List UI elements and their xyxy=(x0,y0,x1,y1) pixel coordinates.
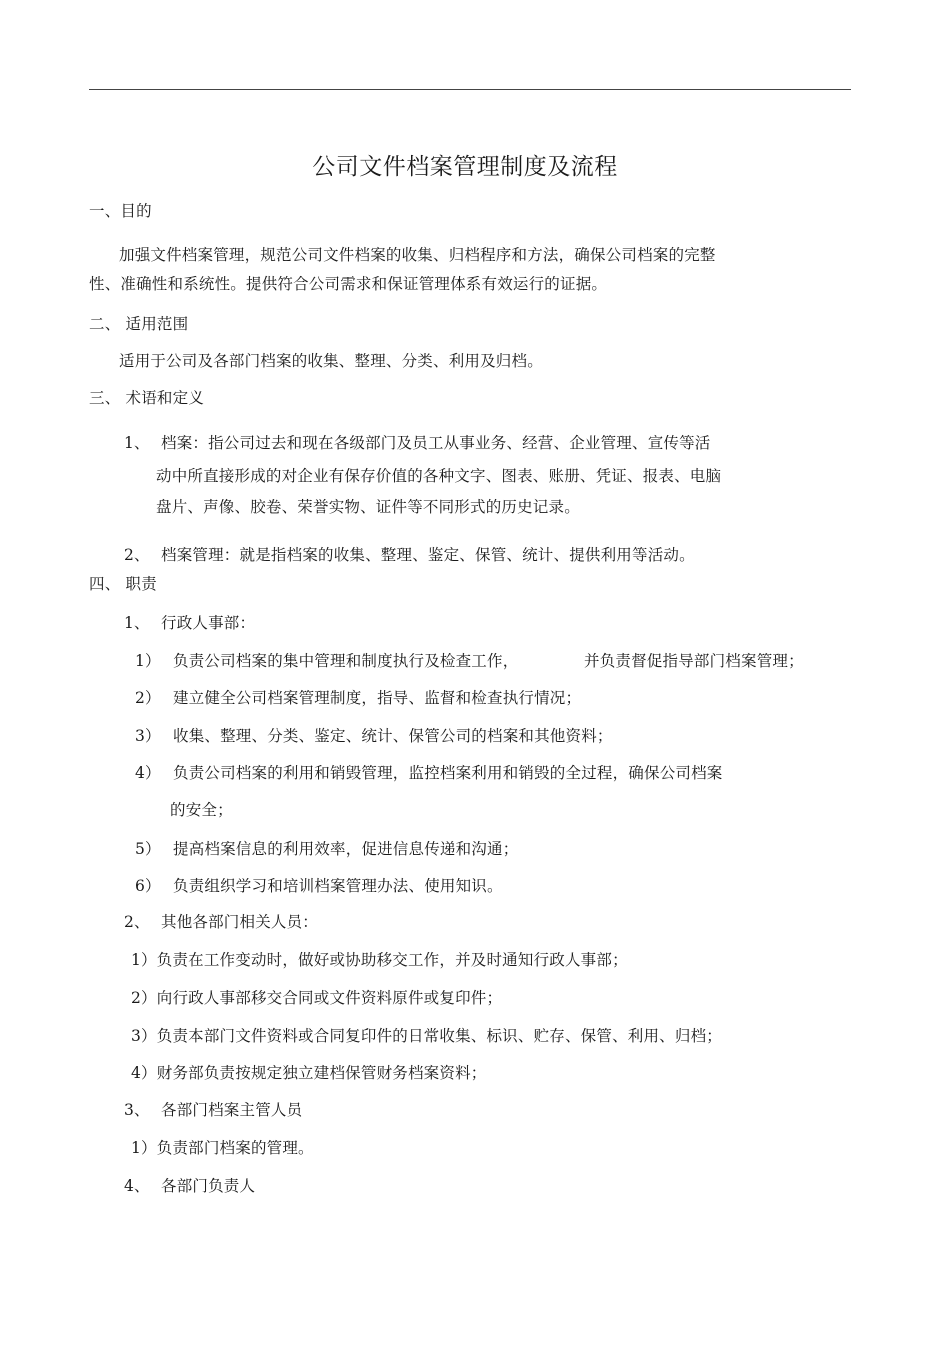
section-1-line-1: 加强文件档案管理，规范公司文件档案的收集、归档程序和方法，确保公司档案的完整 xyxy=(119,246,716,264)
section-4-heading: 四、 职责 xyxy=(89,575,157,593)
duty-1-item-4-text-cont: 的安全； xyxy=(170,801,233,819)
duty-2-item-3: 3）负责本部门文件资料或合同复印件的日常收集、标识、贮存、保管、利用、归档； xyxy=(131,1027,722,1045)
term-1-line-2: 动中所直接形成的对企业有保存价值的各种文字、图表、账册、凭证、报表、电脑 xyxy=(156,467,722,485)
section-2-heading: 二、 适用范围 xyxy=(89,315,189,333)
term-2-text: 档案管理：就是指档案的收集、整理、鉴定、保管、统计、提供利用等活动。 xyxy=(161,546,695,564)
duty-1-item-5-text: 提高档案信息的利用效率，促进信息传递和沟通； xyxy=(173,840,519,858)
duty-2-item-4: 4）财务部负责按规定独立建档保管财务档案资料； xyxy=(131,1064,487,1082)
duty-1-item-3-text: 收集、整理、分类、鉴定、统计、保管公司的档案和其他资料； xyxy=(173,727,613,745)
duty-3-title: 各部门档案主管人员 xyxy=(161,1101,303,1119)
duty-1-item-6-number: 6） xyxy=(135,877,161,895)
term-1-number: 1、 xyxy=(124,434,150,452)
document-title: 公司文件档案管理制度及流程 xyxy=(312,154,618,180)
duty-1-item-1-number: 1） xyxy=(135,652,161,670)
term-2-number: 2、 xyxy=(124,546,150,564)
duty-1-item-5-number: 5） xyxy=(135,840,161,858)
duty-1-item-4-number: 4） xyxy=(135,764,161,782)
duty-4-number: 4、 xyxy=(124,1177,150,1195)
duty-4-title: 各部门负责人 xyxy=(161,1177,256,1195)
duty-1-item-4-text: 负责公司档案的利用和销毁管理，监控档案利用和销毁的全过程，确保公司档案 xyxy=(173,764,723,782)
term-1-line-1: 档案：指公司过去和现在各级部门及员工从事业务、经营、企业管理、宣传等活 xyxy=(161,434,711,452)
section-1-heading: 一、目的 xyxy=(89,202,152,220)
duty-1-item-1-text-cont: 并负责督促指导部门档案管理； xyxy=(584,652,804,670)
duty-1-number: 1、 xyxy=(124,614,150,632)
section-3-heading: 三、 术语和定义 xyxy=(89,389,205,407)
duty-1-item-2-number: 2） xyxy=(135,689,161,707)
duty-3-item-1: 1）负责部门档案的管理。 xyxy=(131,1139,314,1157)
header-rule xyxy=(89,89,851,90)
term-1-line-3: 盘片、声像、胶卷、荣誉实物、证件等不同形式的历史记录。 xyxy=(156,498,580,516)
duty-1-title: 行政人事部： xyxy=(161,614,256,632)
duty-2-item-1: 1）负责在工作变动时，做好或协助移交工作，并及时通知行政人事部； xyxy=(131,951,628,969)
duty-1-item-3-number: 3） xyxy=(135,727,161,745)
duty-1-item-1-text: 负责公司档案的集中管理和制度执行及检查工作， xyxy=(173,652,519,670)
duty-2-title: 其他各部门相关人员： xyxy=(161,913,319,931)
duty-2-number: 2、 xyxy=(124,913,150,931)
duty-1-item-2-text: 建立健全公司档案管理制度，指导、监督和检查执行情况； xyxy=(173,689,582,707)
section-2-text: 适用于公司及各部门档案的收集、整理、分类、利用及归档。 xyxy=(119,352,543,370)
duty-2-item-2: 2）向行政人事部移交合同或文件资料原件或复印件； xyxy=(131,989,503,1007)
duty-3-number: 3、 xyxy=(124,1101,150,1119)
section-1-line-2: 性、准确性和系统性。提供符合公司需求和保证管理体系有效运行的证据。 xyxy=(89,275,608,293)
duty-1-item-6-text: 负责组织学习和培训档案管理办法、使用知识。 xyxy=(173,877,503,895)
